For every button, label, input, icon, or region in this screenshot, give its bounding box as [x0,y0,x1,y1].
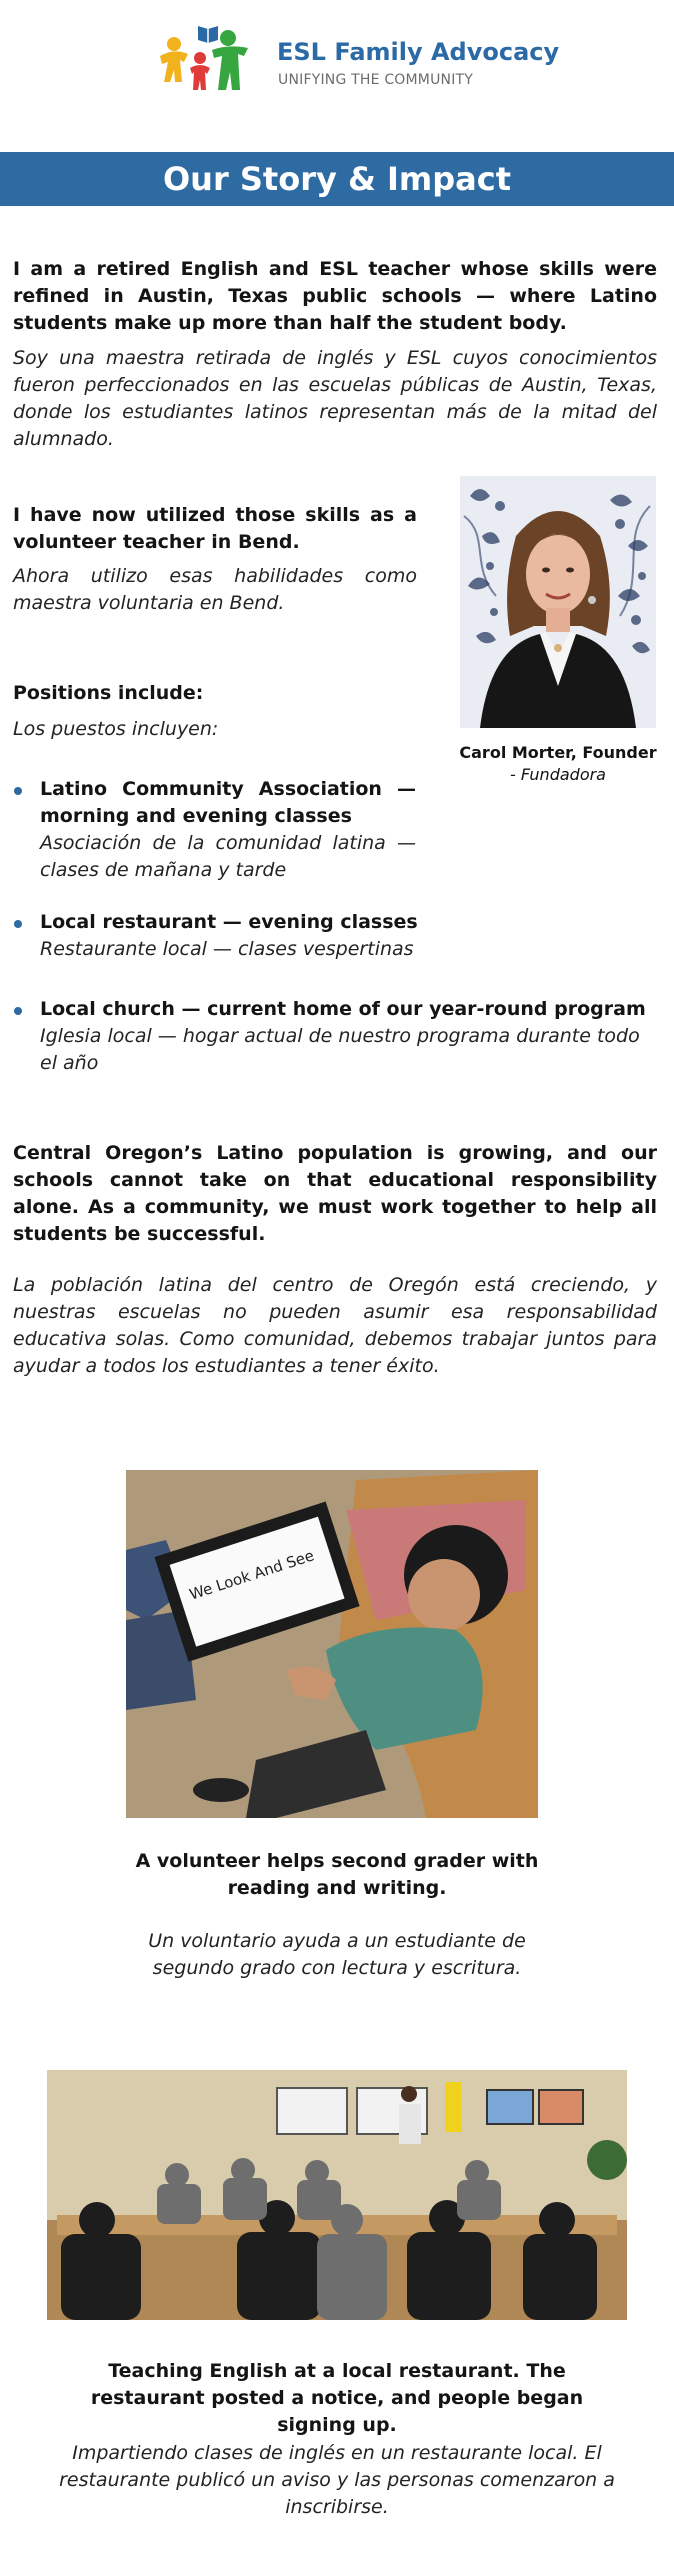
position-item-2-english: Local restaurant — evening classes [40,911,418,933]
photo2-caption-spanish-text: Impartiendo clases de inglés en un restaurante local. El restaurante publicó un aviso y las personas comenzaron a inscribirse. [59,2442,615,2518]
position-item-2-spanish: Restaurante local — clases vespertinas [40,938,414,960]
photo1-caption-english [0,1848,674,1902]
family-logo-icon [152,22,262,106]
position-item-1-english: Latino Community Association — morning and evening classes [40,778,416,827]
classroom-photo [47,2070,627,2320]
bullet-icon [14,787,22,795]
photo1-caption-spanish-text: Un voluntario ayuda a un estudiante de segundo grado con lectura y escritura. [148,1930,526,1979]
positions-heading: Positions include: [13,682,204,704]
photo1-caption-spanish [0,1928,674,1982]
intro-spanish: Soy una maestra retirada de inglés y ESL cuyos conocimientos fueron perfeccionados en las escuelas públicas de Austin, Texas, donde los estudiantes latinos representan más de la mitad del alumnado. [13,347,657,450]
volunteer-english: I have now utilized those skills as a volunteer teacher in Bend. [13,504,417,553]
position-item-1-spanish: Asociación de la comunidad latina — clases de mañana y tarde [40,832,416,881]
community-english: Central Oregon’s Latino population is growing, and our schools cannot take on that educational responsibility alone. As a community, we must work together to help all students be successful. [13,1142,657,1245]
site-header [0,0,674,150]
page-title: Our Story & Impact [162,160,512,198]
photo2-caption-english-text: Teaching English at a local restaurant. The restaurant posted a notice, and people began signing up. [90,2360,584,2436]
founder-photo [460,476,656,728]
position-item-3-spanish: Iglesia local — hogar actual de nuestro programa durante todo el año [40,1025,640,1074]
intro-english: I am a retired English and ESL teacher whose skills were refined in Austin, Texas public schools — where Latino students make up more than half the student body. [13,258,657,334]
photo2-caption-spanish [0,2440,674,2521]
volunteer-spanish: Ahora utilizo esas habilidades como maestra voluntaria en Bend. [13,565,417,614]
whiteboard-text: We Look And See [187,1546,317,1604]
position-item-3-english: Local church — current home of our year-round program [40,998,646,1020]
founder-role: - Fundadora [510,765,606,784]
founder-caption [438,742,674,786]
community-spanish: La población latina del centro de Oregón está creciendo, y nuestras escuelas no pueden asumir esa responsabilidad educativa solas. Como comunidad, debemos trabajar juntos para ayudar a todos los estudiantes a tener éxito. [13,1274,657,1377]
brand-subtitle: UNIFYING THE COMMUNITY [278,72,474,88]
student-photo [126,1470,538,1818]
photo2-caption-english [0,2358,674,2439]
page-banner [0,152,674,206]
photo1-caption-english-text: A volunteer helps second grader with reading and writing. [135,1850,539,1899]
family-logo[interactable] [152,22,262,106]
positions-heading-spanish: Los puestos incluyen: [13,718,219,740]
bullet-icon [14,1007,22,1015]
brand-title[interactable]: ESL Family Advocacy [277,38,560,66]
founder-name: Carol Morter, Founder [459,743,657,762]
bullet-icon [14,920,22,928]
